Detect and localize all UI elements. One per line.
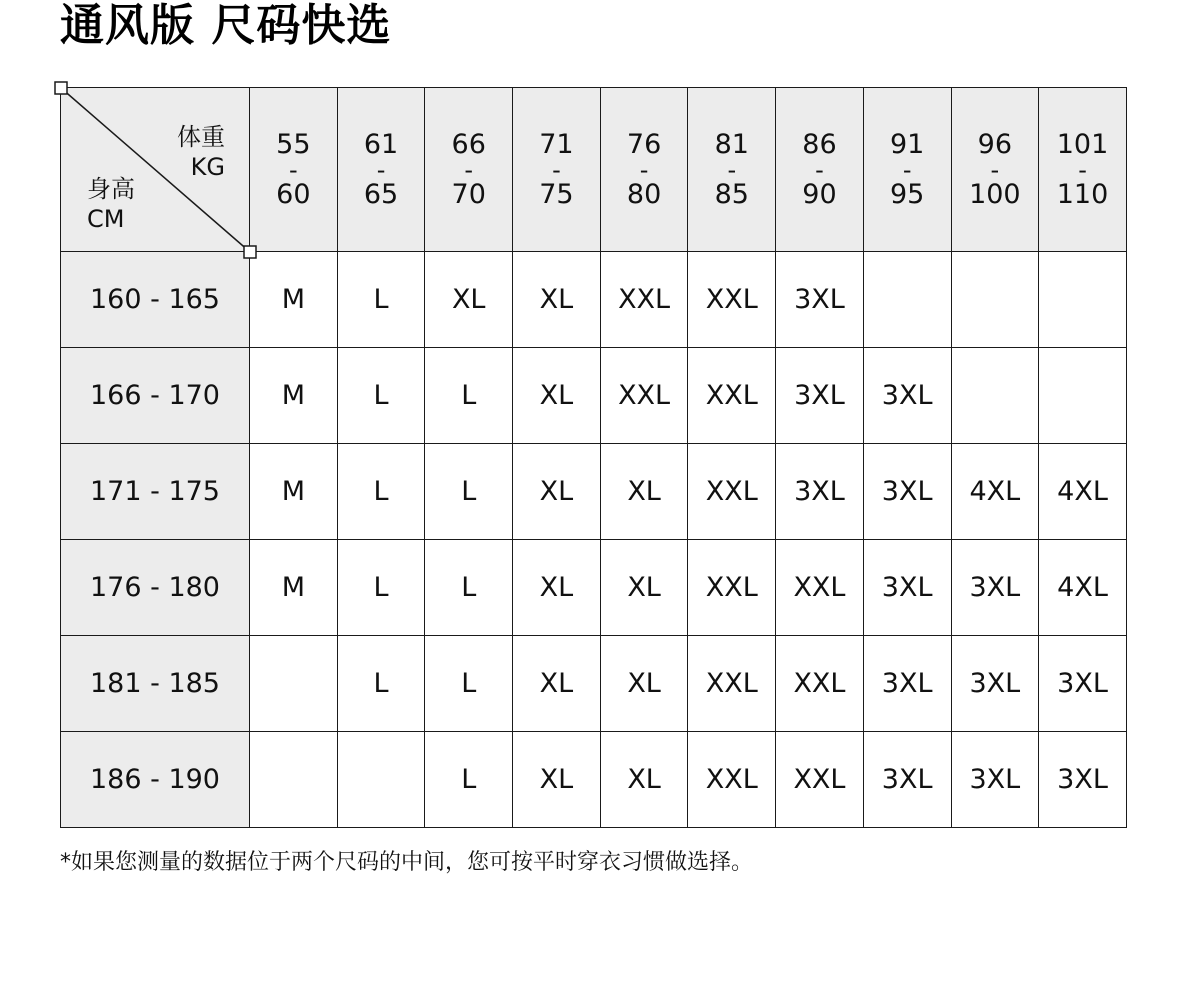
weight-column-header	[513, 88, 601, 252]
size-cell: L	[337, 636, 425, 732]
table-row	[61, 252, 1127, 348]
header-row	[61, 88, 1127, 252]
weight-column-header	[250, 88, 338, 252]
size-cell: XXL	[688, 444, 776, 540]
size-cell: 4XL	[1039, 540, 1127, 636]
size-cell: XL	[600, 444, 688, 540]
size-chart-table	[60, 87, 1127, 828]
size-cell: 3XL	[863, 348, 951, 444]
size-cell: 3XL	[776, 348, 864, 444]
weight-from: 55	[276, 128, 311, 160]
weight-to: 95	[889, 178, 925, 210]
table-row	[61, 348, 1127, 444]
size-cell: XL	[600, 636, 688, 732]
weight-from: 61	[363, 128, 399, 160]
size-cell: XXL	[776, 540, 864, 636]
weight-label: 体重	[177, 123, 225, 151]
weight-column-header	[688, 88, 776, 252]
weight-column-header	[776, 88, 864, 252]
size-cell: L	[337, 348, 425, 444]
weight-unit: KG	[190, 153, 225, 181]
size-cell	[1039, 252, 1127, 348]
weight-from: 86	[802, 128, 837, 160]
size-cell: L	[337, 540, 425, 636]
size-cell: XXL	[688, 636, 776, 732]
height-axis-label	[87, 174, 135, 234]
weight-column-header	[951, 88, 1039, 252]
size-cell	[863, 252, 951, 348]
size-cell: 3XL	[863, 540, 951, 636]
size-cell: M	[250, 540, 338, 636]
weight-range-separator: -	[289, 155, 298, 184]
size-cell: 3XL	[776, 252, 864, 348]
size-cell: XL	[513, 252, 601, 348]
size-cell: XXL	[600, 348, 688, 444]
size-cell: L	[337, 252, 425, 348]
weight-range-separator: -	[376, 155, 386, 184]
height-range-cell: 160 - 165	[61, 252, 250, 348]
corner-header-cell	[61, 88, 250, 252]
weight-to: 65	[363, 178, 399, 210]
table-row	[61, 540, 1127, 636]
weight-from: 66	[451, 128, 486, 160]
weight-column-header	[425, 88, 513, 252]
height-range-cell: 186 - 190	[61, 732, 250, 828]
size-cell: 4XL	[1039, 444, 1127, 540]
size-cell: XL	[513, 348, 601, 444]
height-range-cell: 176 - 180	[61, 540, 250, 636]
weight-range-separator: -	[815, 155, 824, 184]
weight-column-header	[1039, 88, 1127, 252]
size-cell: XXL	[688, 540, 776, 636]
size-cell: XL	[513, 540, 601, 636]
size-cell	[951, 252, 1039, 348]
size-cell: 3XL	[1039, 732, 1127, 828]
weight-from: 101	[1056, 128, 1109, 160]
size-cell: XXL	[600, 252, 688, 348]
weight-from: 71	[539, 128, 574, 160]
size-cell: 3XL	[1039, 636, 1127, 732]
size-cell: XXL	[776, 732, 864, 828]
size-cell: XXL	[688, 732, 776, 828]
height-range-cell: 166 - 170	[61, 348, 250, 444]
height-range-cell: 171 - 175	[61, 444, 250, 540]
size-cell: 4XL	[951, 444, 1039, 540]
size-cell: XL	[425, 252, 513, 348]
weight-column-header	[600, 88, 688, 252]
size-cell: 3XL	[776, 444, 864, 540]
height-range-cell: 181 - 185	[61, 636, 250, 732]
size-cell	[250, 732, 338, 828]
size-cell: XXL	[688, 348, 776, 444]
weight-from: 76	[626, 128, 662, 160]
size-cell	[337, 732, 425, 828]
size-cell: XXL	[776, 636, 864, 732]
weight-column-header	[863, 88, 951, 252]
size-cell: L	[425, 540, 513, 636]
size-cell: 3XL	[951, 540, 1039, 636]
height-unit: CM	[87, 205, 125, 233]
size-cell: L	[337, 444, 425, 540]
weight-to: 110	[1056, 178, 1109, 210]
size-cell: L	[425, 444, 513, 540]
weight-range-separator: -	[464, 155, 474, 184]
weight-to: 100	[969, 178, 1021, 210]
size-cell: XXL	[688, 252, 776, 348]
size-cell: 3XL	[951, 636, 1039, 732]
weight-to: 80	[626, 178, 662, 210]
height-label: 身高	[87, 175, 135, 203]
size-cell: XL	[600, 540, 688, 636]
weight-range-separator: -	[990, 155, 1000, 184]
corner-diagonal-line	[53, 80, 258, 260]
size-cell: M	[250, 252, 338, 348]
weight-range-separator: -	[639, 155, 649, 184]
size-cell	[1039, 348, 1127, 444]
size-cell: XL	[513, 636, 601, 732]
weight-from: 96	[977, 128, 1013, 160]
weight-to: 85	[714, 178, 749, 210]
size-cell: 3XL	[951, 732, 1039, 828]
size-cell: XL	[600, 732, 688, 828]
size-cell: 3XL	[863, 444, 951, 540]
weight-range-separator: -	[1078, 155, 1087, 184]
weight-from: 91	[889, 128, 925, 160]
table-row	[61, 444, 1127, 540]
weight-to: 90	[802, 178, 837, 210]
weight-range-separator: -	[727, 155, 737, 184]
footnote: *如果您测量的数据位于两个尺码的中间，您可按平时穿衣习惯做选择。	[60, 850, 754, 875]
size-cell: XL	[513, 732, 601, 828]
weight-from: 81	[714, 128, 749, 160]
size-cell: M	[250, 444, 338, 540]
table-row	[61, 636, 1127, 732]
size-cell: XL	[513, 444, 601, 540]
size-cell: 3XL	[863, 636, 951, 732]
size-cell: 3XL	[863, 732, 951, 828]
weight-to: 60	[276, 178, 311, 210]
table-row	[61, 732, 1127, 828]
corner-handle-top-left	[55, 82, 67, 94]
size-cell	[250, 636, 338, 732]
weight-column-header	[337, 88, 425, 252]
page-title: 通风版 尺码快选	[60, 0, 392, 51]
weight-to: 70	[451, 178, 486, 210]
weight-range-separator: -	[552, 155, 561, 184]
corner-handle-bottom-right	[244, 246, 256, 258]
size-cell	[951, 348, 1039, 444]
size-cell: M	[250, 348, 338, 444]
weight-axis-label	[177, 122, 225, 182]
weight-range-separator: -	[902, 155, 912, 184]
weight-to: 75	[539, 178, 574, 210]
size-cell: L	[425, 732, 513, 828]
size-cell: L	[425, 348, 513, 444]
size-cell: L	[425, 636, 513, 732]
